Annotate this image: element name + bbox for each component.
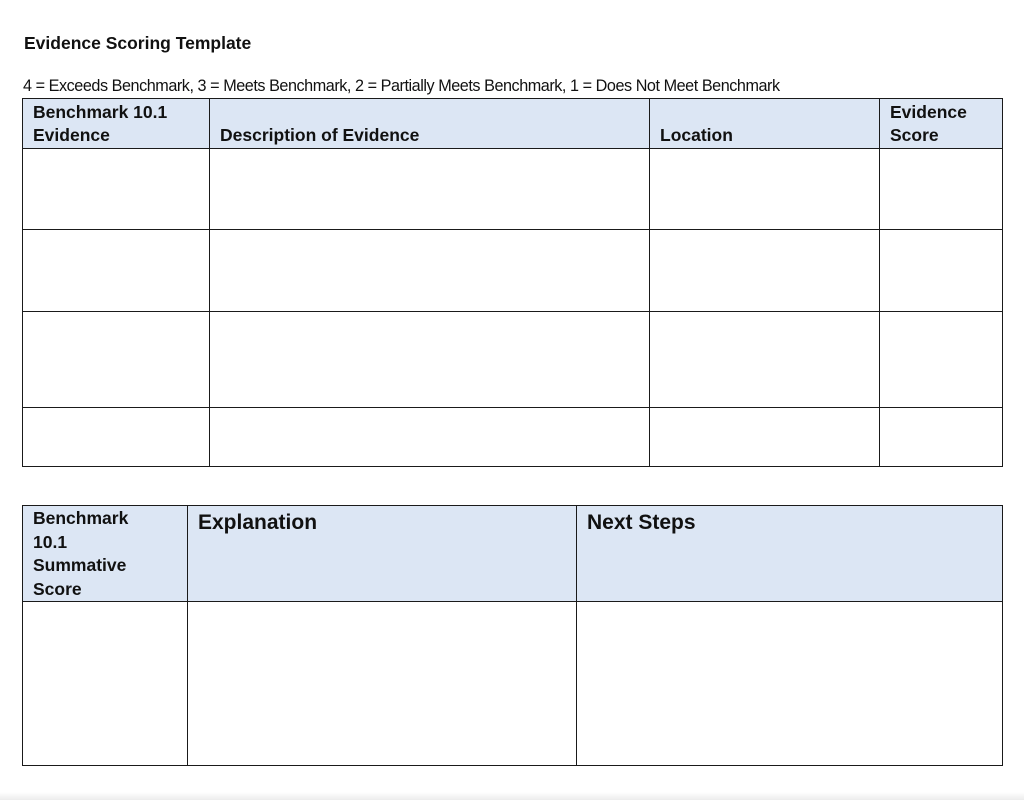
summary-row — [23, 602, 1003, 766]
summative-score-table — [22, 505, 1003, 766]
score-cell[interactable] — [880, 149, 1003, 230]
evidence-row — [23, 408, 1003, 467]
location-cell[interactable] — [650, 230, 880, 312]
header-evidence-score — [880, 99, 1003, 149]
location-cell[interactable] — [650, 149, 880, 230]
evidence-row — [23, 312, 1003, 408]
header-location-label: Location — [660, 125, 733, 145]
header-next-steps — [577, 506, 1003, 602]
header-explanation — [188, 506, 577, 602]
header-next-steps-label: Next Steps — [587, 511, 696, 534]
header-summative-line-2: 10.1 — [33, 531, 68, 552]
evidence-cell[interactable] — [23, 230, 210, 312]
evidence-cell[interactable] — [23, 312, 210, 408]
summative-score-cell[interactable] — [23, 602, 188, 766]
header-explanation-label: Explanation — [198, 511, 318, 534]
header-summative-line-3: Summative — [33, 555, 127, 575]
header-summative-line-4: Score — [33, 578, 82, 599]
header-benchmark-evidence-line-1: Benchmark 10.1 — [33, 102, 168, 122]
evidence-cell[interactable] — [23, 149, 210, 230]
description-cell[interactable] — [210, 408, 650, 467]
header-description-of-evidence — [210, 99, 650, 149]
description-cell[interactable] — [210, 149, 650, 230]
score-cell[interactable] — [880, 312, 1003, 408]
page-bottom-edge — [0, 792, 1024, 800]
evidence-row — [23, 149, 1003, 230]
evidence-row — [23, 230, 1003, 312]
header-location — [650, 99, 880, 149]
header-benchmark-evidence-line-2: Evidence — [33, 125, 110, 145]
document-title: Evidence Scoring Template — [24, 33, 252, 53]
header-evidence-score-line-2: Score — [890, 125, 939, 145]
next-steps-cell[interactable] — [577, 602, 1003, 766]
scoring-scale-legend: 4 = Exceeds Benchmark, 3 = Meets Benchmark, 2 = Partially Meets Benchmark, 1 = Does Not Meet Benchmark — [23, 77, 780, 95]
header-evidence-score-line-1: Evidence — [890, 102, 967, 122]
header-description-label: Description of Evidence — [220, 125, 420, 145]
location-cell[interactable] — [650, 312, 880, 408]
description-cell[interactable] — [210, 312, 650, 408]
explanation-cell[interactable] — [188, 602, 577, 766]
evidence-header-row — [23, 99, 1003, 149]
summary-header-row — [23, 506, 1003, 602]
evidence-scoring-table — [22, 98, 1003, 467]
header-summative-score — [23, 506, 188, 602]
description-cell[interactable] — [210, 230, 650, 312]
score-cell[interactable] — [880, 230, 1003, 312]
location-cell[interactable] — [650, 408, 880, 467]
header-benchmark-evidence — [23, 99, 210, 149]
score-cell[interactable] — [880, 408, 1003, 467]
header-summative-line-1: Benchmark — [33, 508, 129, 528]
evidence-cell[interactable] — [23, 408, 210, 467]
